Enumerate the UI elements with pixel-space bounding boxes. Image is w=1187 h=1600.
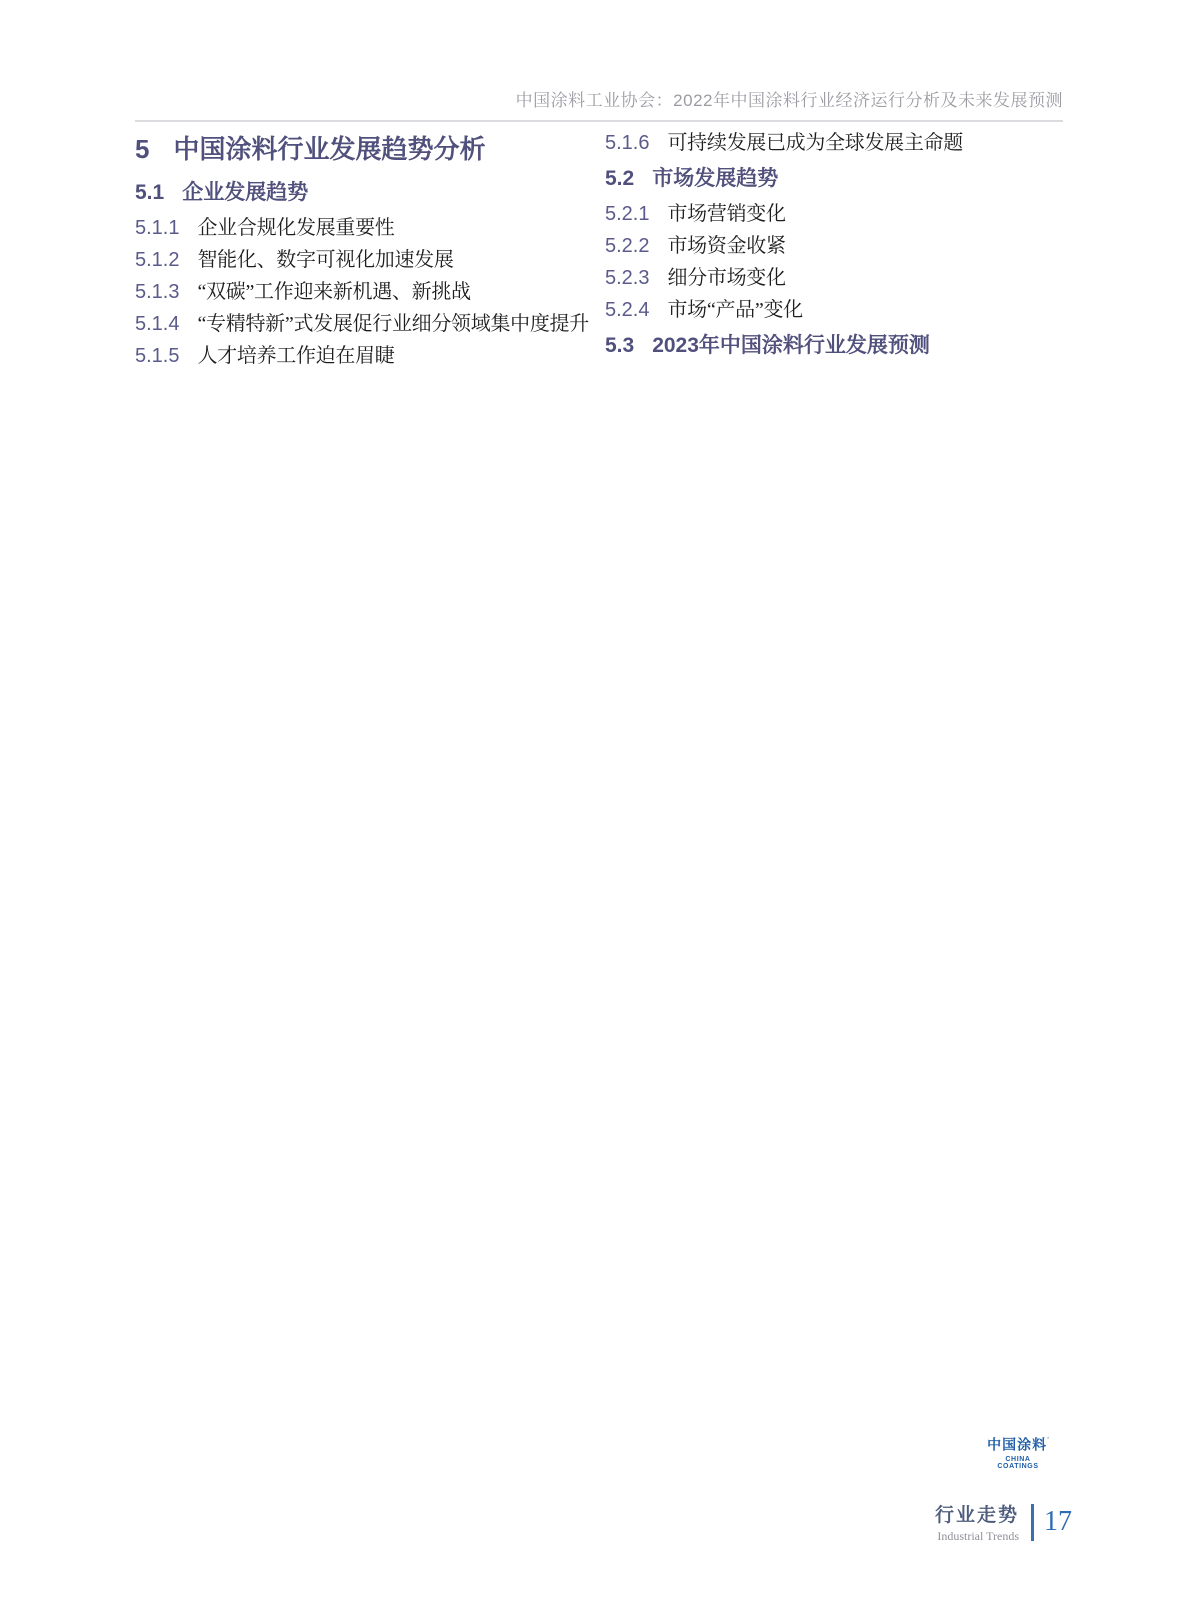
subsection-title: 智能化、数字可视化加速发展 [197,249,454,271]
section-heading [605,331,1063,361]
subsection-title: “双碳”工作迎来新机遇、新挑战 [197,281,471,303]
subsection-heading [605,263,1063,293]
section-number: 5.1 [135,181,165,204]
subsection-heading [605,199,1063,229]
subsection-title: 细分市场变化 [667,267,786,289]
subsection-title: 人才培养工作迫在眉睫 [197,345,395,367]
subsection-heading [135,309,593,339]
chapter-heading [135,132,593,166]
logo-text-cn: 中国涂料 [987,1436,1048,1453]
page-footer [935,1500,1072,1544]
footer-section-label-en: Industrial Trends [937,1529,1020,1543]
subsection-number: 5.1.4 [135,313,180,335]
subsection-heading [605,231,1063,261]
footer-section-labels [935,1500,1019,1544]
section-title: 企业发展趋势 [182,181,309,204]
subsection-title: “专精特新”式发展促行业细分领域集中度提升 [197,313,589,335]
right-column [605,126,1063,366]
subsection-number: 5.2.4 [605,299,650,321]
subsection-title: 市场营销变化 [667,203,786,225]
left-column [135,126,593,373]
page-number: 17 [1044,1506,1073,1537]
section-number: 5.3 [605,334,635,357]
china-coatings-logo [986,1437,1050,1470]
subsection-number: 5.2.2 [605,235,650,257]
subsection-heading [135,245,593,275]
subsection-number: 5.1.5 [135,345,180,367]
subsection-heading [605,295,1063,325]
subsection-number: 5.1.1 [135,217,180,239]
chapter-title: 中国涂料行业发展趋势分析 [173,134,486,164]
footer-divider-bar [1031,1504,1034,1541]
subsection-heading [605,128,1063,158]
subsection-title: 企业合规化发展重要性 [197,217,395,239]
subsection-heading [135,213,593,243]
subsection-title: 可持续发展已成为全球发展主命题 [667,132,963,154]
section-title: 2023年中国涂料行业发展预测 [652,334,930,357]
logo-trademark-icon: ’ [1047,1436,1049,1445]
section-heading [605,164,1063,194]
section-title: 市场发展趋势 [652,167,779,190]
logo-text-en: CHINA COATINGS [997,1456,1039,1471]
section-number: 5.2 [605,167,635,190]
subsection-number: 5.1.2 [135,249,180,271]
subsection-number: 5.1.6 [605,132,650,154]
subsection-number: 5.2.1 [605,203,650,225]
subsection-number: 5.1.3 [135,281,180,303]
subsection-number: 5.2.3 [605,267,650,289]
subsection-heading [135,277,593,307]
footer-section-label: 行业走势 [935,1505,1020,1526]
subsection-heading [135,341,593,371]
section-heading [135,178,593,208]
subsection-title: 市场“产品”变化 [667,299,803,321]
running-header: 中国涂料工业协会：2022年中国涂料行业经济运行分析及未来发展预测 [135,86,1063,122]
chapter-number: 5 [135,134,150,164]
subsection-title: 市场资金收紧 [667,235,786,257]
